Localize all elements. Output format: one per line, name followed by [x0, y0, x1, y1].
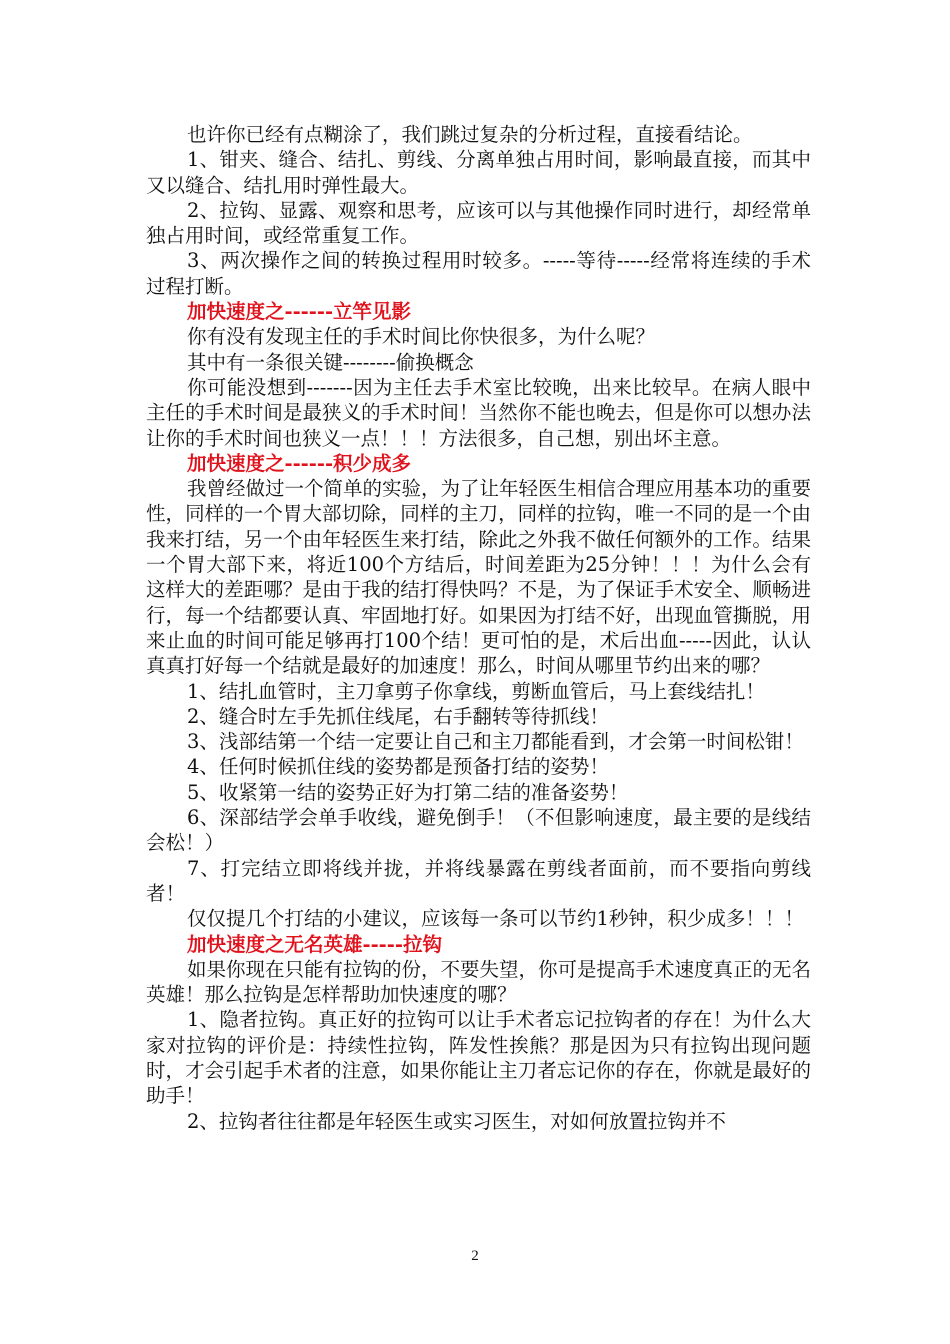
paragraph: 6、深部结学会单手收线，避免倒手！（不但影响速度，最主要的是线结会松！） — [146, 806, 811, 855]
paragraph: 你可能没想到-------因为主任去手术室比较晚，出来比较早。在病人眼中主任的手术时间是最狭义的手术时间！当然你不能也晚去，但是你可以想办法让你的手术时间也狭义一点！！！方法很多，自己想，别出坏主意。 — [146, 375, 811, 450]
paragraph: 1、结扎血管时，主刀拿剪子你拿线，剪断血管后，马上套线结扎！ — [187, 679, 765, 703]
paragraph: 也许你已经有点糊涂了，我们跳过复杂的分析过程，直接看结论。 — [187, 123, 753, 146]
paragraph: 其中有一条很关键--------偷换概念 — [187, 350, 474, 374]
paragraph: 如果你现在只能有拉钩的份，不要失望，你可是提高手术速度真正的无名英雄！那么拉钩是怎样帮助加快速度的哪？ — [146, 957, 812, 1007]
paragraph: 你有没有发现主任的手术时间比你快很多，为什么呢？ — [187, 325, 656, 349]
section-heading: 加快速度之------积少成多 — [187, 451, 412, 475]
section-heading: 加快速度之------立竿见影 — [187, 300, 412, 324]
paragraph: 2、缝合时左手先抓住线尾，右手翻转等待抓线！ — [187, 704, 609, 728]
paragraph: 1、隐者拉钩。真正好的拉钩可以让手术者忘记拉钩者的存在！为什么大家对拉钩的评价是：持续性拉钩，阵发性挨熊？那是因为只有拉钩出现问题时，才会引起手术者的注意，如果你能让主刀者忘记你的存在，你就是最好的助手！ — [146, 1008, 811, 1108]
paragraph: 仅仅提几个打结的小建议，应该每一条可以节约1秒钟，积少成多！！！ — [187, 907, 804, 931]
paragraph: 我曾经做过一个简单的实验，为了让年轻医生相信合理应用基本功的重要性，同样的一个胃大部切除，同样的主刀，同样的拉钩，唯一不同的是一个由我来打结，另一个由年轻医生来打结，除此之外我不做任何额外的工作。结果一个胃大部下来，将近100个方结后，时间差距为25分钟！！！为什么会有这样大的差距哪？是由于我的结打得快吗？不是，为了保证手术安全、顺畅进行，每一个结都要认真、牢固地打好。如果因为打结不好，出现血管撕脱，用来止血的时间可能足够再打100个结！更可怕的是，术后出血-----因此，认认真真打好每一个结就是最好的加速度！那么，时间从哪里节约出来的哪？ — [146, 477, 812, 678]
paragraph: 1、钳夹、缝合、结扎、剪线、分离单独占用时间，影响最直接，而其中又以缝合、结扎用时弹性最大。 — [146, 148, 811, 197]
document-body — [146, 122, 811, 1134]
paragraph: 2、拉钩者往往都是年轻医生或实习医生，对如何放置拉钩并不 — [187, 1109, 726, 1133]
section-heading: 加快速度之无名英雄-----拉钩 — [187, 932, 442, 956]
paragraph: 7、打完结立即将线并拢，并将线暴露在剪线者面前，而不要指向剪线者！ — [146, 856, 811, 905]
paragraph: 4、任何时候抓住线的姿势都是预备打结的姿势！ — [187, 755, 609, 779]
paragraph: 3、两次操作之间的转换过程用时较多。-----等待-----经常将连续的手术过程打断。 — [146, 249, 811, 298]
paragraph: 3、浅部结第一个结一定要让自己和主刀都能看到，才会第一时间松钳！ — [187, 730, 804, 754]
paragraph: 5、收紧第一结的姿势正好为打第二结的准备姿势！ — [187, 780, 629, 804]
paragraph: 2、拉钩、显露、观察和思考，应该可以与其他操作同时进行，却经常单独占用时间，或经常重复工作。 — [146, 198, 811, 248]
page-number: 2 — [471, 1248, 479, 1264]
